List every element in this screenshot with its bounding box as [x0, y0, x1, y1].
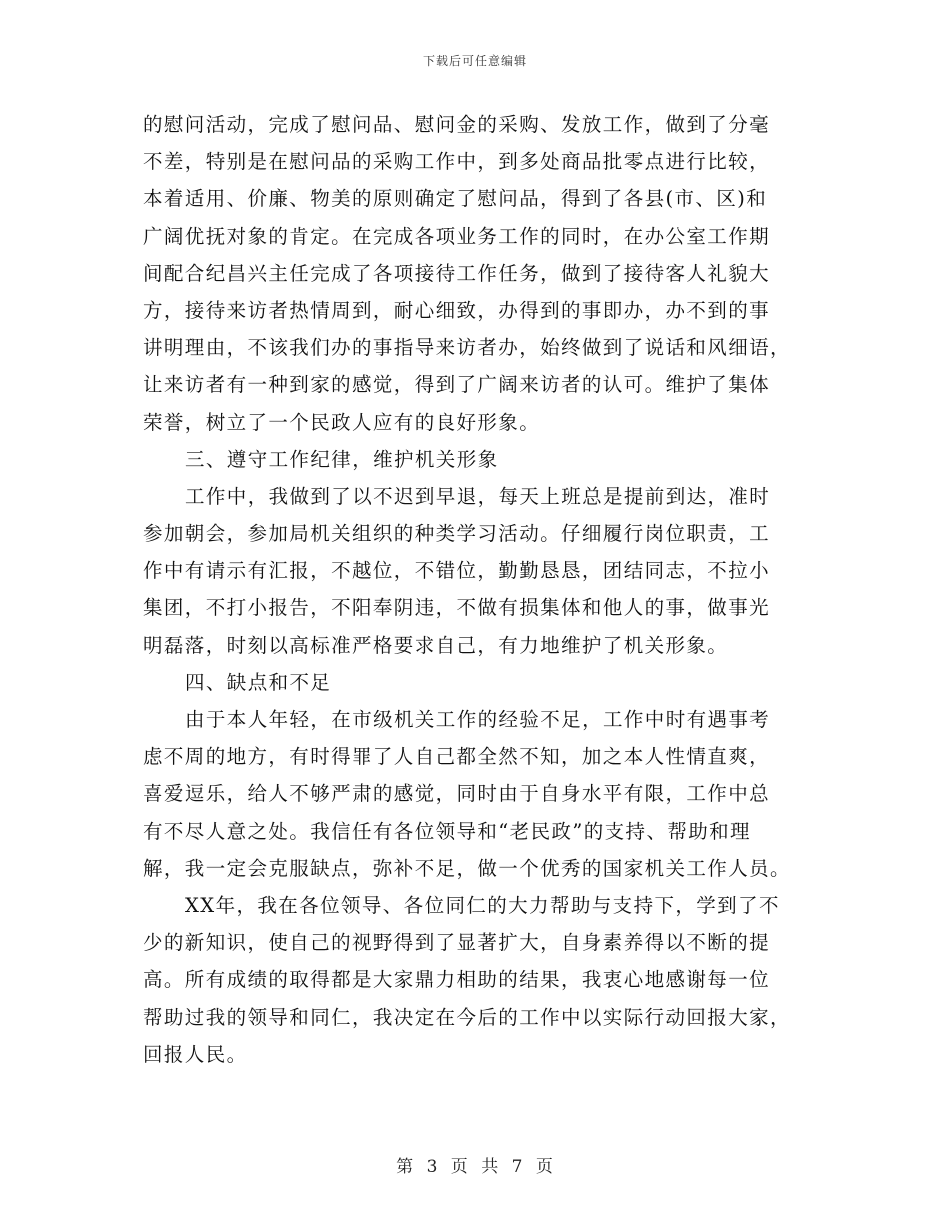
text-line: 广阔优抚对象的肯定。在完成各项业务工作的同时，在办公室工作期	[143, 224, 771, 248]
text-line: 解，我一定会克服缺点，弥补不足，做一个优秀的国家机关工作人员。	[143, 856, 791, 880]
text-line: 有不尽人意之处。我信任有各位领导和“老民政”的支持、帮助和理	[143, 819, 751, 843]
text-line: 三、遵守工作纪律，维护机关形象	[185, 447, 499, 471]
text-line: 作中有请示有汇报，不越位，不错位，勤勤恳恳，团结同志，不拉小	[143, 559, 771, 583]
text-line: 本着适用、价廉、物美的原则确定了慰问品，得到了各县(市、区)和	[143, 187, 768, 211]
text-line: 讲明理由，不该我们办的事指导来访者办，始终做到了说话和风细语，	[143, 336, 791, 360]
text-line: 帮助过我的领导和同仁，我决定在今后的工作中以实际行动回报大家，	[143, 1005, 791, 1029]
text-line: 方，接待来访者热情周到，耐心细致，办得到的事即办，办不到的事	[143, 298, 771, 322]
page-footer: 第 3 页 共 7 页	[396, 1157, 554, 1177]
text-line: 让来访者有一种到家的感觉，得到了广阔来访者的认可。维护了集体	[143, 373, 771, 397]
text-line: 工作中，我做到了以不迟到早退，每天上班总是提前到达，准时	[185, 484, 771, 508]
text-line: 喜爱逗乐，给人不够严肃的感觉，同时由于自身水平有限，工作中总	[143, 782, 771, 806]
text-line: 荣誉，树立了一个民政人应有的良好形象。	[143, 410, 541, 434]
text-line: 由于本人年轻，在市级机关工作的经验不足，工作中时有遇事考	[185, 708, 771, 731]
text-line: 回报人民。	[143, 1042, 248, 1066]
text-line: 间配合纪昌兴主任完成了各项接待工作任务，做到了接待客人礼貌大	[143, 261, 771, 285]
text-line: 高。所有成绩的取得都是大家鼎力相助的结果，我衷心地感谢每一位	[143, 968, 771, 992]
text-line: 不差，特别是在慰问品的采购工作中，到多处商品批零点进行比较，	[143, 150, 771, 174]
text-line: 少的新知识，使自己的视野得到了显著扩大，自身素养得以不断的提	[143, 931, 771, 955]
page-header: 下载后可任意编辑	[422, 54, 527, 68]
text-line: 四、缺点和不足	[185, 670, 332, 694]
text-line: XX年，我在各位领导、各位同仁的大力帮助与支持下，学到了不	[185, 893, 780, 917]
document-body	[143, 106, 811, 1073]
text-line: 明磊落，时刻以高标准严格要求自己，有力地维护了机关形象。	[143, 633, 729, 657]
text-line: 集团，不打小报告，不阳奉阴违，不做有损集体和他人的事，做事光	[143, 596, 771, 620]
text-line: 虑不周的地方，有时得罪了人自己都全然不知，加之本人性情直爽，	[143, 745, 771, 769]
text-line: 的慰问活动，完成了慰问品、慰问金的采购、发放工作，做到了分毫	[143, 113, 771, 136]
text-line: 参加朝会，参加局机关组织的种类学习活动。仔细履行岗位职责，工	[143, 522, 771, 546]
